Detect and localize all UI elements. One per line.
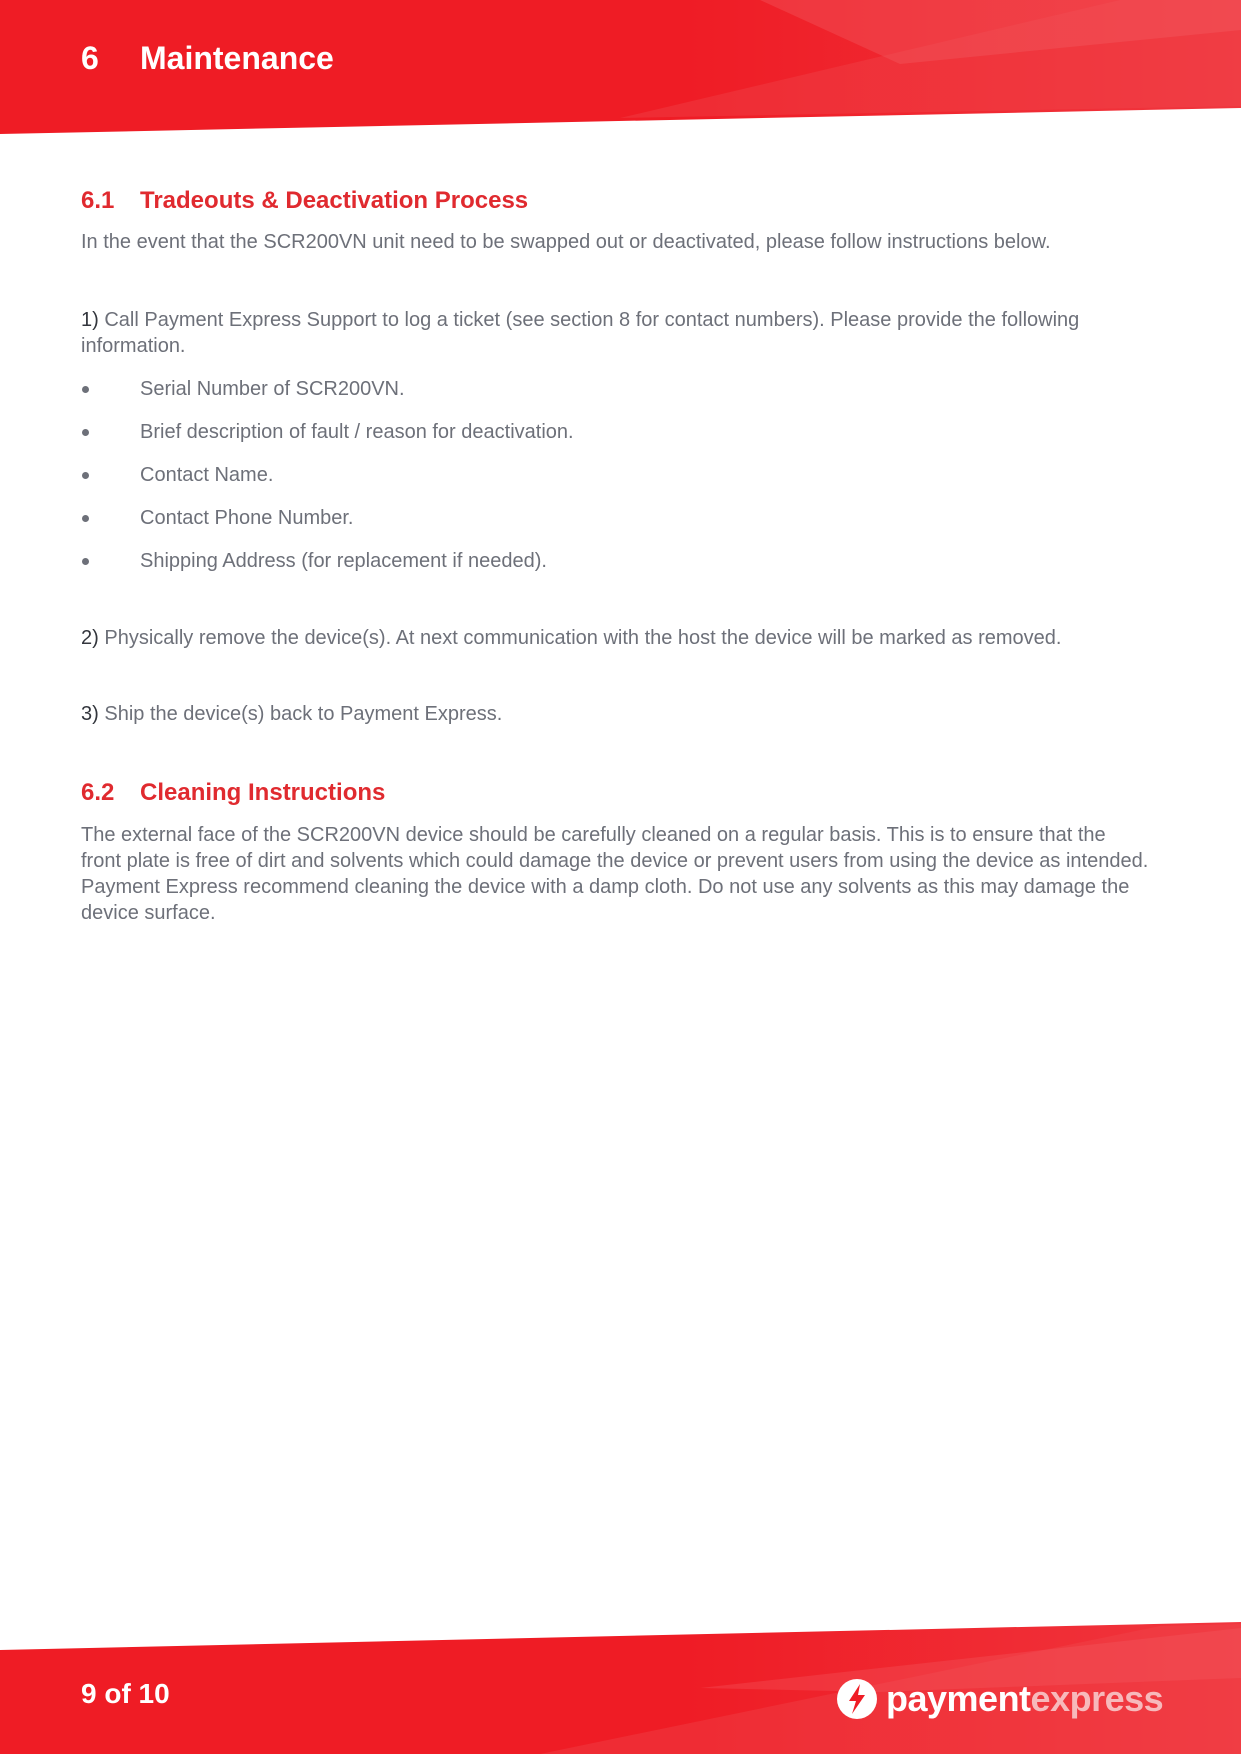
logo-wordmark (886, 1677, 1163, 1721)
section-number: 6.1 (81, 187, 115, 214)
chapter-title-text: Maintenance (140, 40, 334, 76)
list-item: Contact Phone Number. (81, 505, 574, 548)
list-item: Serial Number of SCR200VN. (81, 376, 574, 419)
section-number: 6.2 (81, 779, 115, 806)
info-bullet-list (81, 376, 574, 591)
bullet-icon (82, 429, 89, 436)
list-item: Brief description of fault / reason for deactivation. (81, 419, 574, 462)
page-number: 9 of 10 (81, 1678, 170, 1709)
bullet-icon (82, 386, 89, 393)
step-text: Physically remove the device(s). At next communication with the host the device will be marked as removed. (104, 627, 1062, 649)
step-1 (81, 307, 1141, 359)
step-number: 3) (81, 703, 99, 725)
bullet-icon (82, 515, 89, 522)
section-heading-6-1 (81, 187, 528, 215)
step-number: 2) (81, 627, 99, 649)
list-item: Contact Name. (81, 462, 574, 505)
section-intro: In the event that the SCR200VN unit need to be swapped out or deactivated, please follow instructions below. (81, 231, 1051, 253)
bullet-icon (82, 558, 89, 565)
payment-express-logo (836, 1677, 1163, 1721)
section-title: Cleaning Instructions (140, 779, 386, 806)
chapter-number: 6 (81, 40, 99, 76)
step-text: Ship the device(s) back to Payment Express. (104, 703, 503, 725)
step-3 (81, 701, 1141, 727)
step-text: Call Payment Express Support to log a ticket (see section 8 for contact numbers). Please provide the following information. (81, 309, 1080, 357)
bullet-icon (82, 472, 89, 479)
section-heading-6-2 (81, 779, 385, 807)
step-2 (81, 625, 1141, 651)
logo-mark-icon (836, 1678, 878, 1720)
header-band (0, 0, 1241, 136)
list-item: Shipping Address (for replacement if needed). (81, 548, 574, 591)
section-title: Tradeouts & Deactivation Process (140, 187, 529, 214)
step-number: 1) (81, 309, 99, 331)
logo-text-express: express (1030, 1678, 1164, 1719)
logo-text-payment: payment (886, 1678, 1031, 1719)
cleaning-instructions-body: The external face of the SCR200VN device should be carefully cleaned on a regular basis. This is to ensure that the front plate is free of dirt and solvents which could damage the device or prevent users from using the device as intended. Payment Express recommend cleaning the device with a damp cloth. Do not use any solvents as this may damage the device surface. (81, 824, 1149, 924)
chapter-title (81, 40, 334, 77)
